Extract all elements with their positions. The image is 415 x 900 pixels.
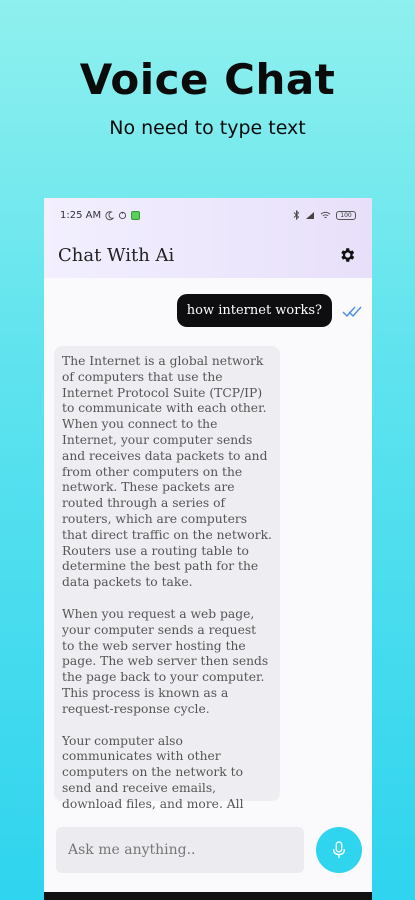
ai-response-bubble[interactable] bbox=[54, 346, 280, 811]
sync-icon bbox=[118, 211, 127, 220]
app-notification-icon bbox=[131, 211, 140, 220]
double-check-icon bbox=[342, 304, 362, 318]
moon-icon bbox=[105, 211, 114, 220]
battery-icon: 100 bbox=[336, 211, 356, 220]
status-bar bbox=[44, 198, 372, 232]
phone-screen bbox=[44, 198, 372, 900]
mic-button[interactable] bbox=[316, 827, 362, 873]
app-title: Chat With Ai bbox=[58, 244, 175, 266]
message-input[interactable] bbox=[56, 827, 304, 873]
gear-icon[interactable] bbox=[336, 244, 358, 266]
app-header bbox=[44, 198, 372, 278]
user-message-row bbox=[177, 294, 362, 327]
ai-paragraph: Your computer also communicates with other computers on the network to send and receive emails, download files, and more. All bbox=[62, 733, 244, 811]
ai-paragraph: The Internet is a global network of computers that use the Internet Protocol Suite (TCP/IP) to communicate with each other. When you connect to the Internet, your computer sends and receives data packets to and from other computers on the network. These packets are routed through a series of routers, which are computers that direct traffic on the network. Routers use a routing table to determine the best path for the data packets to take. bbox=[62, 354, 272, 590]
system-nav-bar bbox=[44, 892, 372, 900]
promo-subhead: No need to type text bbox=[109, 117, 306, 139]
microphone-icon bbox=[331, 841, 347, 859]
composer bbox=[56, 826, 362, 874]
bluetooth-icon bbox=[293, 210, 300, 220]
wifi-icon bbox=[320, 211, 331, 220]
user-message-bubble[interactable]: how internet works? bbox=[177, 294, 332, 327]
promo-headline: Voice Chat bbox=[79, 55, 336, 104]
signal-icon bbox=[305, 211, 315, 220]
ai-paragraph: When you request a web page, your computer sends a request to the web server hosting the page. The web server then sends the page back to your computer. This process is known as a request-response cycle. bbox=[62, 606, 269, 716]
status-time: 1:25 AM bbox=[60, 209, 102, 221]
app-bar bbox=[44, 232, 372, 278]
